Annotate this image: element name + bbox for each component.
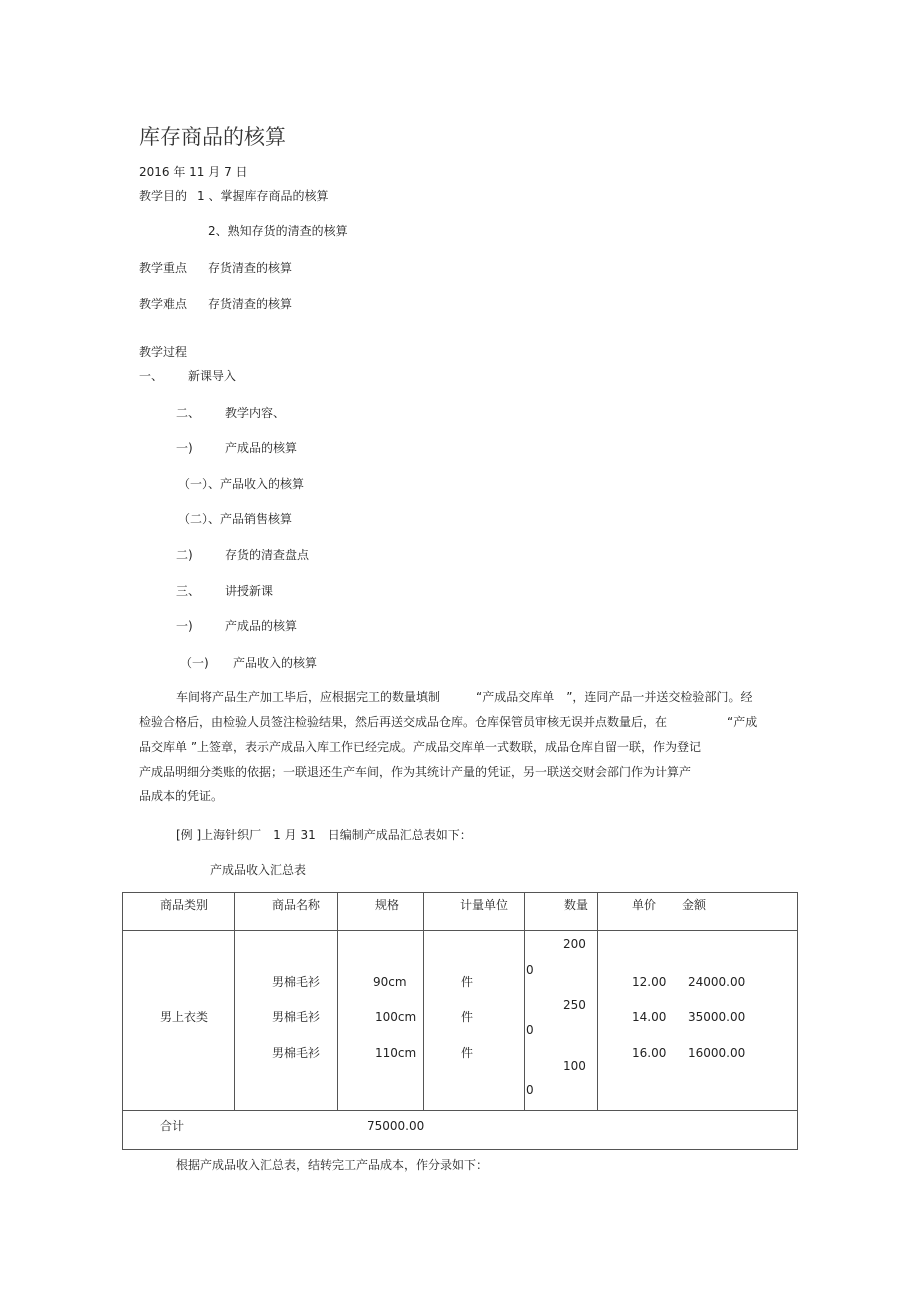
header-unit: 计量单位 [460,898,509,912]
table-divider [423,892,424,1110]
qty-part: 0 [526,1083,534,1097]
outline-text: （二）、产品销售核算 [178,512,293,526]
process-label: 教学过程 [139,345,188,359]
header-category: 商品类别 [160,898,209,912]
amount: 16000.00 [688,1046,746,1060]
header-name: 商品名称 [272,898,321,912]
table-divider [337,892,338,1110]
table-divider [122,930,798,931]
amount: 24000.00 [688,975,746,989]
outline-num: 一) [176,619,193,633]
product-unit: 件 [461,975,474,989]
unit-price: 16.00 [632,1046,667,1060]
table-divider [524,892,525,1110]
product-spec: 110cm [375,1046,417,1060]
goal-item-1: 1 、掌握库存商品的核算 [197,189,329,203]
difficulty-label: 教学难点 [139,297,188,311]
outline-num: 一) [176,441,193,455]
total-value: 75000.00 [367,1119,425,1133]
header-price: 单价 [632,898,657,912]
qty-part: 0 [526,1023,534,1037]
table-title: 产成品收入汇总表 [210,863,307,877]
page-title: 库存商品的核算 [139,125,286,149]
qty-part: 250 [563,998,586,1012]
unit-price: 14.00 [632,1010,667,1024]
outline-num: 一、 [139,369,164,383]
category-cell: 男上衣类 [160,1010,209,1024]
product-unit: 件 [461,1046,474,1060]
outline-text: 产成品的核算 [225,441,298,455]
outline-text: （一）、产品收入的核算 [178,477,305,491]
paragraph-line: 车间将产品生产加工毕后，应根据完工的数量填制 “产成品交库单 ”，连同产品一并送交检验部门。经 [176,690,753,704]
paragraph-line: 品交库单 ”上签章，表示产成品入库工作已经完成。产成品交库单一式数联，成品仓库自留一联，作为登记 [139,740,702,754]
product-spec: 90cm [373,975,407,989]
product-name: 男棉毛衫 [272,1046,321,1060]
outline-text: 新课导入 [188,369,237,383]
product-name: 男棉毛衫 [272,1010,321,1024]
header-spec: 规格 [375,898,400,912]
header-qty: 数量 [564,898,589,912]
outline-text: 产成品的核算 [225,619,298,633]
difficulty-value: 存货清查的核算 [208,297,293,311]
key-point-label: 教学重点 [139,261,188,275]
goal-label: 教学目的 [139,189,188,203]
outline-num: 三、 [176,584,201,598]
outline-text: 产品收入的核算 [233,656,318,670]
paragraph-line: 品成本的凭证。 [139,789,224,803]
after-table-text: 根据产成品收入汇总表，结转完工产品成本，作分录如下： [176,1158,489,1172]
product-name: 男棉毛衫 [272,975,321,989]
outline-text: 存货的清查盘点 [225,548,310,562]
key-point-value: 存货清查的核算 [208,261,293,275]
product-unit: 件 [461,1010,474,1024]
table-divider [122,1110,798,1111]
goal-item-2: 2、熟知存货的清查的核算 [208,224,348,238]
outline-text: 讲授新课 [225,584,274,598]
qty-part: 100 [563,1059,586,1073]
outline-num: 二) [176,548,193,562]
table-divider [597,892,598,1110]
product-spec: 100cm [375,1010,417,1024]
qty-part: 0 [526,963,534,977]
amount: 35000.00 [688,1010,746,1024]
outline-num: （一) [180,656,209,670]
outline-num: 二、 [176,406,201,420]
header-amount: 金额 [682,898,707,912]
paragraph-line: 检验合格后，由检验人员签注检验结果，然后再送交成品仓库。仓库保管员审核无误并点数量后，在 “产成 [139,715,758,729]
paragraph-line: 产成品明细分类账的依据；一联退还生产车间，作为其统计产量的凭证，另一联送交财会部门作为计算产 [139,765,692,779]
date: 2016 年 11 月 7 日 [139,165,248,179]
outline-text: 教学内容、 [225,406,286,420]
qty-part: 200 [563,937,586,951]
unit-price: 12.00 [632,975,667,989]
example-line: [例 ]上海针织厂 1 月 31 日编制产成品汇总表如下： [176,828,472,842]
table-divider [234,892,235,1110]
total-label: 合计 [160,1119,185,1133]
